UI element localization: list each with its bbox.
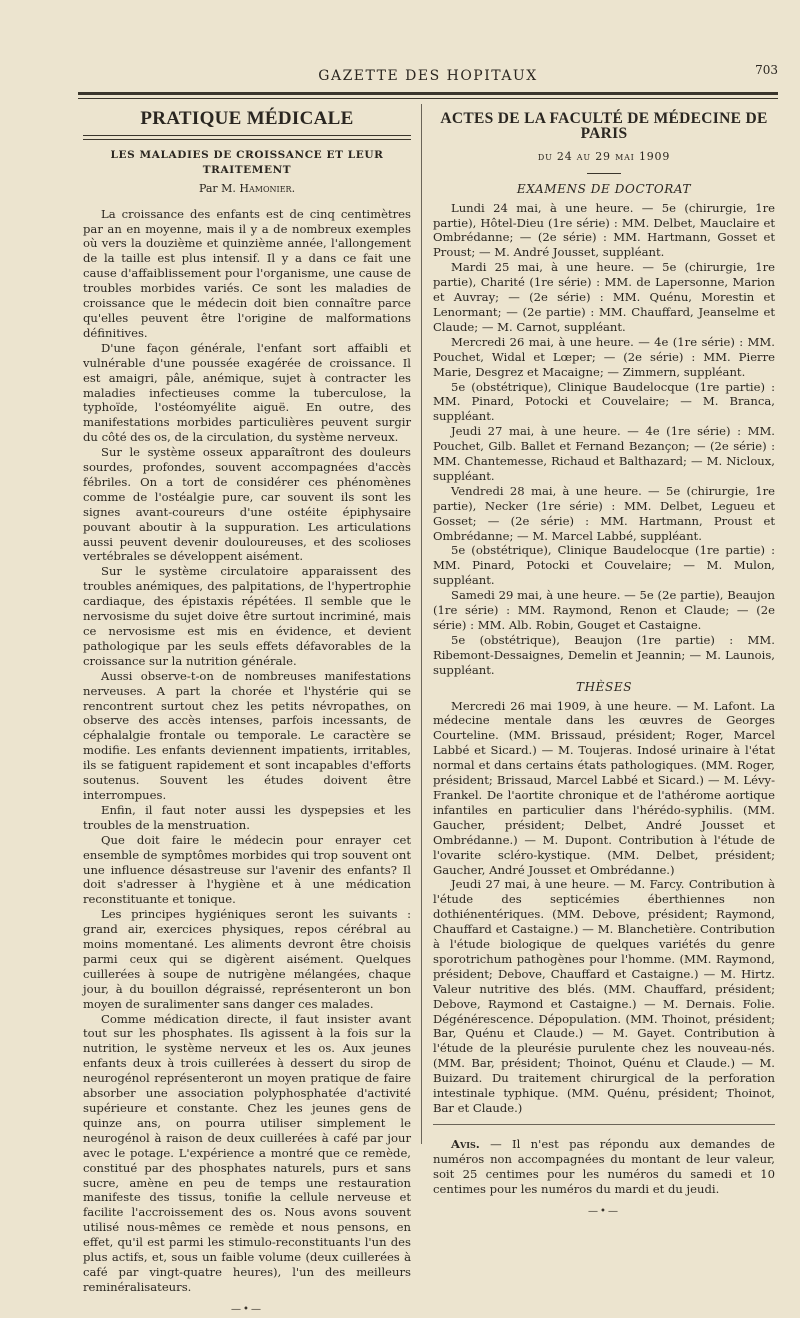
exam-entry: Samedi 29 mai, à une heure. — 5e (2e partie), Beaujon (1re série) : MM. Raymond, Renon et Claude; — (2e série) : MM. Alb. Robin, Gouget et Castaigne. [433,588,775,632]
exam-entry: 5e (obstétrique), Clinique Baudelocque (1re partie) : MM. Pinard, Potocki et Couvelaire; — M. Branca, suppléant. [433,379,775,424]
header-rule-thin [78,98,778,99]
exam-entry: Vendredi 28 mai, à une heure. — 5e (chirurgie, 1re partie), Necker (1re série) : MM. Delbet, Legueu et Gosset; — (2e série) : MM. Hartmann, Proust et Ombrédanne; — M. Marcel Labbé, suppléant. [433,483,775,543]
left-column [83,110,411,1318]
thesis-entry: Jeudi 27 mai, à une heure. — M. Farcy. Contribution à l'étude des septicémies éberthiennes non dothiénentériques. (MM. Debove, président; Raymond, Chauffard et Castaigne.) — M. Blanchetière. Contribution à l'étude biologique de quelques variétés du genre sporotrichum pathogènes pour l'homme. (MM. Raymond, président; Debove, Chauffard et Castaigne.) — M. Hirtz. Valeur nutritive des blés. (MM. Chauffard, président; Debove, Raymond et Castaigne.) — M. Dernais. Folie. Dégénérescence. Dépopulation. (MM. Thoinot, président; Bar, Quénu et Claude.) — M. Gayet. Contribution à l'étude de la pleurésie purulente chez les nouveau-nés. (MM. Bar, président; Thoinot, Quénu et Claude.) — M. Buizard. Du traitement chirurgical de la perforation intestinale typhique. (MM. Quénu, président; Thoinot, Bar et Claude.) [433,877,775,1115]
paragraph: Enfin, il faut noter aussi les dyspepsies et les troubles de la menstruation. [83,802,411,832]
exam-entry: Lundi 24 mai, à une heure. — 5e (chirurgie, 1re partie), Hôtel-Dieu (1re série) : MM. Delbet, Mauclaire et Ombrédanne; — (2e série) : MM. Hartmann, Gosset et Proust; — M. André Jousset, suppléant. [433,200,775,260]
paragraph: Sur le système circulatoire apparaissent des troubles anémiques, des palpitations, de l'hypertrophie cardiaque, des épistaxis répétées. Il semble que le nervosisme du sujet doive être surtout incriminé, mais ce nervosisme est mis en évidence, et devient pathologique par les seuls effets défavorables de la croissance sur la nutrition générale. [83,564,411,668]
avis-text: — Il n'est pas répondu aux demandes de numéros non accompagnées du montant de leur valeur, soit 25 centimes pour les numéros du samedi et 10 centimes pour les numéros du mardi et du jeudi. [433,1136,775,1196]
dates-range: du 24 au 29 mai 1909 [537,149,671,163]
running-head [78,63,778,88]
journal-title: GAZETTE DES HOPITAUX [318,68,538,84]
section-rule [83,135,411,140]
exam-entry: Jeudi 27 mai, à une heure. — 4e (1re série) : MM. Pouchet, Gilb. Ballet et Fernand Bezançon; — (2e série) : MM. Chantemesse, Richaud et Balthazard; — M. Nicloux, suppléant. [433,424,775,483]
section-title-pratique: PRATIQUE MÉDICALE [140,108,354,129]
paragraph: La croissance des enfants est de cinq centimètres par an en moyenne, mais il y a de nombreux exemples où vers la douzième et quinzième année, l'allongement de la taille est plus intensif. Il y a dans ce fait une cause d'affaiblissement pour l'organisme, une cause de troubles morbides variés. Ce sont les maladies de croissance que le médecin doit bien connaître parce qu'elles peuvent être l'origine de malformations définitives. [83,206,411,340]
end-ornament: —•— [588,1205,620,1217]
paragraph: Comme médication directe, il faut insister avant tout sur les phosphates. Ils agissent à la fois sur la nutrition, le système nerveux et les os. Aux jeunes enfants deux à trois cuillerées à dessert du sirop de neurogénol représenteront un moyen pratique de faire absorber une association polyphosphatée d'activité supérieure et constante. Chez les jeunes gens de quinze ans, on pourra utiliser simplement le neurogénol à raison de deux cuillerées à café par jour avec le potage. L'expérience a montré que ce remède, constitué par des phosphates naturels, purs et sans sucre, amène en peu de temps une restauration manifeste des tissus, tonifie la cellule nerveuse et facilite l'accroissement des os. Nous avons souvent utilisé nous-mêmes ce remède et nous pensons, en effet, qu'il est parmi les stimulo-reconstituants l'un des plus actifs, et, sous un faible volume (deux cuillerées à café par vingt-quatre heures), l'un des meilleurs reminéralisateurs. [83,1011,411,1294]
avis-paragraph [433,1137,775,1197]
thesis-entry: Mercredi 26 mai 1909, à une heure. — M. Lafont. La médecine mentale dans les œuvres de Georges Courteline. (MM. Brissaud, président; Roger, Marcel Labbé et Sicard.) — M. Toujeras. Indosé urinaire à l'état normal et dans certains états pathologiques. (MM. Roger, président; Brissaud, Marcel Labbé et Sicard.) — M. Lévy-Frankel. De l'aortite chronique et de l'athérome aortique infantiles en particulier dans l'hérédo-syphilis. (MM. Gaucher, président; Delbet, André Jousset et Ombrédanne.) — M. Dupont. Contribution à l'étude de l'ovarite scléro-kystique. (MM. Delbet, président; Gaucher, André Jousset et Ombrédanne.) [433,698,775,877]
exam-entry: Mercredi 26 mai, à une heure. — 4e (1re série) : MM. Pouchet, Widal et Lœper; — (2e série) : MM. Pierre Marie, Desgrez et Macaigne; — Zimmern, suppléant. [433,334,775,379]
exams-title: EXAMENS DE DOCTORAT [516,181,692,196]
exam-entry: 5e (obstétrique), Beaujon (1re partie) : MM. Ribemont-Dessaignes, Demelin et Jeannin; — M. Launois, suppléant. [433,632,775,677]
author-name: Hamonier. [239,181,296,195]
theses-title: THÈSES [575,679,633,694]
column-divider [421,104,422,1144]
byline [83,182,411,197]
section-title-actes: ACTES DE LA FACULTÉ DE MÉDECINE DE PARIS [440,110,768,142]
end-ornament: —•— [231,1303,263,1315]
article-title: LES MALADIES DE CROISSANCE ET LEUR TRAITEMENT [110,148,384,176]
paragraph: Aussi observe-t-on de nombreuses manifestations nerveuses. A part la chorée et l'hystérie qui se rencontrent surtout chez les petits névropathes, on observe des accès intenses, parfois incessants, de céphalalgie frontale ou temporale. Le caractère se modifie. Les enfants deviennent impatients, irritables, ils se fatiguent rapidement et sont incapables d'efforts soutenus. Souvent les études doivent être interrompues. [83,668,411,802]
exam-entry: 5e (obstétrique), Clinique Baudelocque (1re partie) : MM. Pinard, Potocki et Couvelaire; — M. Mulon, suppléant. [433,543,775,588]
avis-notice [433,1124,775,1197]
avis-label: Avis. [451,1136,480,1151]
paragraph: Les principes hygiéniques seront les suivants : grand air, exercices physiques, repos cérébral au moins momentané. Les aliments devront être choisis parmi ceux qui se digèrent aisément. Quelques cuillerées à soupe de nutrigène mélangées, chaque jour, à du bouillon dégraissé, représenteront un bon moyen de suralimenter sans danger ces malades. [83,907,411,1011]
paragraph: Que doit faire le médecin pour enrayer cet ensemble de symptômes morbides qui trop souvent ont une influence désastreuse sur l'avenir des enfants? Il doit s'adresser à l'hygiène et à une médication reconstituante et tonique. [83,832,411,907]
header-rule-thick [78,92,778,95]
paragraph: Sur le système osseux apparaîtront des douleurs sourdes, profondes, souvent accompagnées d'accès fébriles. On a tort de considérer ces phénomènes comme de l'ostéalgie pure, car souvent ils sont les signes avant-coureurs d'une ostéite épiphysaire pouvant aboutir à la suppuration. Les articulations aussi peuvent devenir douloureuses, et des scolioses vertébrales se développent aisément. [83,445,411,564]
short-rule [587,173,621,174]
right-column [433,110,775,1219]
exam-entry: Mardi 25 mai, à une heure. — 5e (chirurgie, 1re partie), Charité (1re série) : MM. de Lapersonne, Marion et Auvray; — (2e série) : MM. Quénu, Morestin et Lenormant; — (2e partie) : MM. Chauffard, Jeanselme et Claude; — M. Carnot, suppléant. [433,260,775,334]
byline-prefix: Par M. [198,181,236,195]
paragraph: D'une façon générale, l'enfant sort affaibli et vulnérable d'une poussée exagérée de croissance. Il est amaigri, pâle, anémique, sujet à contracter les maladies infectieuses comme la tuberculose, la typhoïde, l'ostéomyélite aiguë. En outre, des manifestations morbides particulières peuvent surgir du côté des os, de la circulation, du système nerveux. [83,340,411,445]
page-number: 703 [755,63,778,77]
